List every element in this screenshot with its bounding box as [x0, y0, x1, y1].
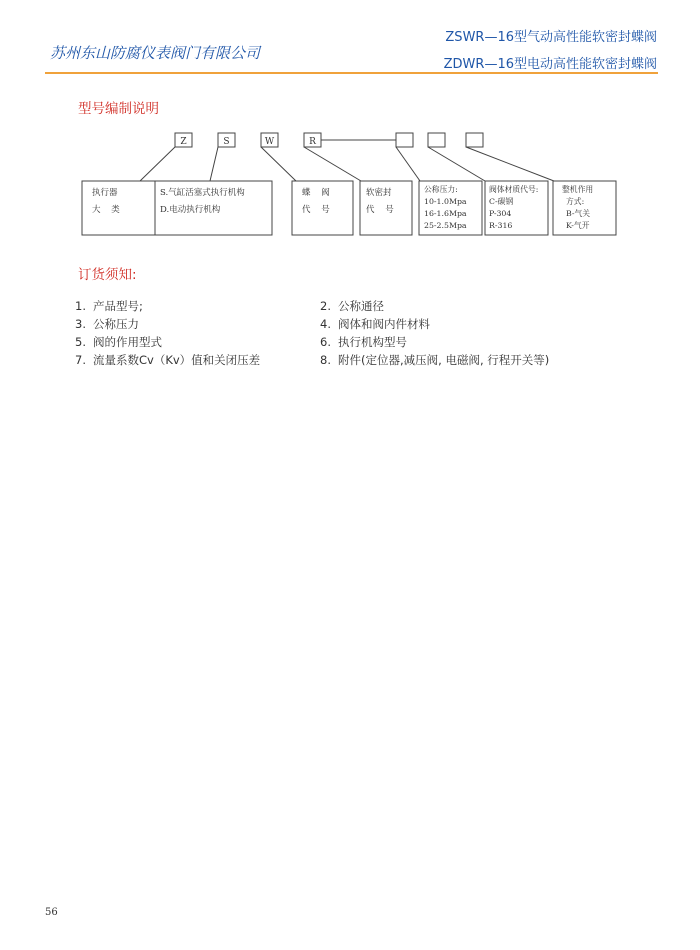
box-soft-seal-line1: 软密封 — [366, 188, 392, 198]
list-item — [320, 316, 430, 332]
code-letter-w: W — [264, 137, 275, 147]
page-number: 56 — [45, 907, 58, 918]
list-item — [320, 352, 549, 368]
model-code-diagram — [0, 0, 700, 260]
item-number: 7. — [75, 353, 86, 367]
code-box-blank-2 — [428, 133, 445, 147]
box-pressure-line4: 25-2.5Mpa — [424, 221, 467, 230]
code-letter-s: S — [223, 137, 230, 147]
item-number: 8. — [320, 353, 331, 367]
box-pressure-line3: 16-1.6Mpa — [424, 209, 467, 218]
item-text: 附件(定位器,减压阀, 电磁阀, 行程开关等) — [338, 353, 550, 367]
box-butterfly-line2: 代 号 — [302, 205, 330, 215]
list-item — [75, 352, 260, 368]
model-section-heading: 型号编制说明 — [78, 101, 159, 117]
item-number: 2. — [320, 299, 331, 313]
box-action-line3: B-气关 — [566, 209, 591, 218]
list-item — [75, 298, 143, 314]
header-title-pneumatic: ZSWR—16型气动高性能软密封蝶阀 — [445, 30, 657, 45]
box-material-line4: R-316 — [489, 221, 513, 230]
item-text: 公称通径 — [338, 299, 384, 313]
list-item — [75, 316, 139, 332]
code-letter-r: R — [309, 137, 316, 147]
box-actuator-line2: 大 类 — [92, 205, 120, 215]
item-number: 5. — [75, 335, 86, 349]
company-name: 苏州东山防腐仪表阀门有限公司 — [50, 44, 261, 62]
code-box-blank-3 — [466, 133, 483, 147]
order-section-heading: 订货须知: — [78, 267, 137, 283]
box-butterfly-line1: 蝶 阀 — [302, 188, 330, 198]
box-actuator-type-line2: D.电动执行机构 — [160, 205, 221, 215]
item-text: 执行机构型号 — [338, 335, 407, 349]
box-soft-seal-line2: 代 号 — [366, 205, 394, 215]
header-title-electric: ZDWR—16型电动高性能软密封蝶阀 — [443, 57, 657, 72]
item-text: 阀体和阀内件材料 — [338, 317, 430, 331]
box-material-line1: 阀体材质代号: — [489, 185, 539, 194]
code-letter-z: Z — [180, 137, 187, 147]
box-actuator-type-line1: S.气缸活塞式执行机构 — [160, 188, 245, 198]
item-number: 6. — [320, 335, 331, 349]
code-box-blank-1 — [396, 133, 413, 147]
item-text: 阀的作用型式 — [93, 335, 162, 349]
item-text: 公称压力 — [93, 317, 139, 331]
item-number: 3. — [75, 317, 86, 331]
item-number: 1. — [75, 299, 86, 313]
item-text: 产品型号; — [93, 299, 143, 313]
item-text: 流量系数Cv（Kv）值和关闭压差 — [93, 353, 261, 367]
list-item — [75, 334, 162, 350]
item-number: 4. — [320, 317, 331, 331]
list-item — [320, 334, 407, 350]
box-actuator-line1: 执行器 — [92, 188, 118, 198]
list-item — [320, 298, 384, 314]
box-material-line2: C-碳钢 — [489, 197, 514, 206]
box-action-line1: 整机作用 — [562, 185, 594, 194]
box-action-line2: 方式: — [566, 197, 585, 206]
box-pressure-line2: 10-1.0Mpa — [424, 197, 467, 206]
box-action-line4: K-气开 — [566, 221, 590, 230]
box-pressure-line1: 公称压力: — [424, 185, 458, 194]
box-material-line3: P-304 — [489, 209, 512, 218]
